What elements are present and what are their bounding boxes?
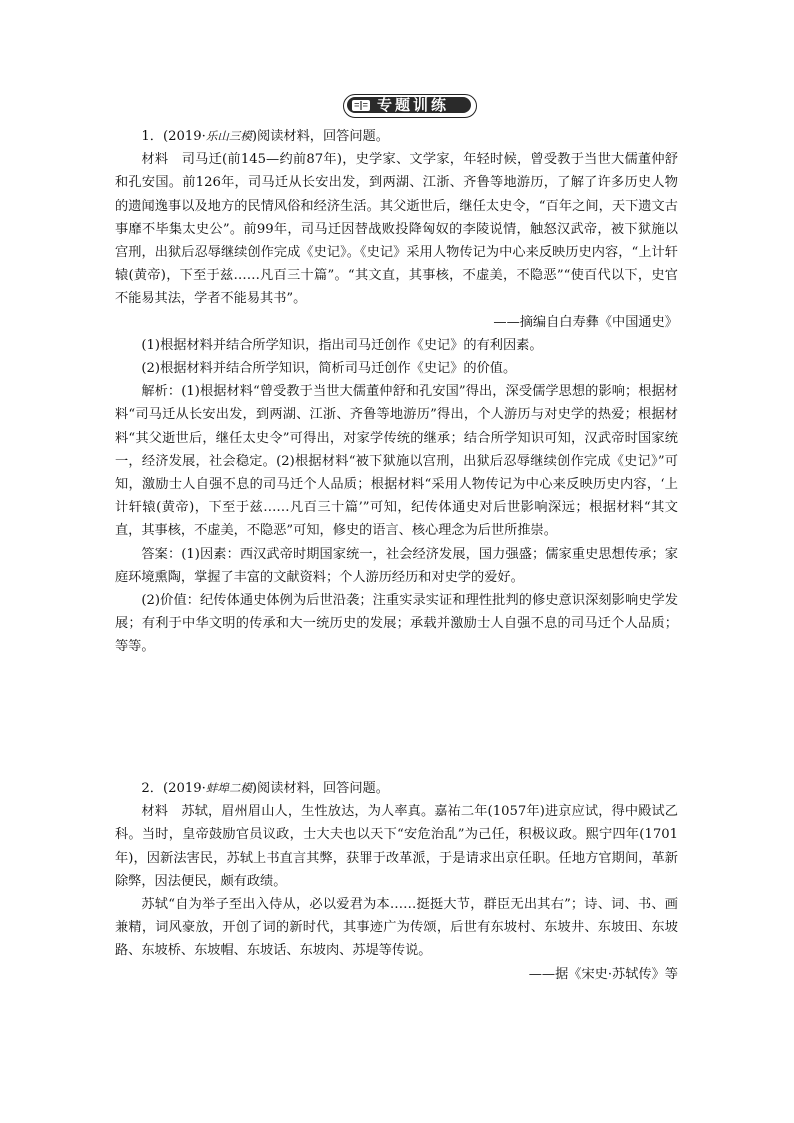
question-2-source: 蚌埠二模 [205,781,252,795]
banner-title: 专题训练 [377,96,450,114]
question-2-material-2: 苏轼“自为举子至出入侍从，必以爱君为本……挺挺大节，群臣无出其右”；诗、词、书、画兼精，词风豪放，开创了词的新时代，其事迹广为传颂，后世有东坡村、东坡井、东坡田、东坡路、东坡桥、东坡帽、东坡话、东坡肉、苏堤等传说。 [115,897,678,959]
question-2-heading: 2．(2019·蚌埠二模)阅读材料，回答问题。 [141,781,389,796]
question-1-analysis: 解析：(1)根据材料“曾受教于当世大儒董仲舒和孔安国”得出，深受儒学思想的影响；根据材料“司马迁从长安出发，到两湖、江浙、齐鲁等地游历”得出，个人游历与对史学的热爱；根据材料“其父逝世后，继任太史令”可得出，对家学传统的继承；结合所学知识可知，汉武帝时国家统一，经济发展，社会稳定。(2)根据材料“被下狱施以宫刑，出狱后忍辱继续创作完成《史记》”可知，激励士人自强不息的司马迁个人品质；根据材料“采用人物传记为中心来反映历史内容，‘上计轩辕(黄帝)，下至于兹……凡百三十篇’”可知，纪传体通史对后世影响深远；根据材料“其文直，其事核，不虚美，不隐恶”可知，修史的语言、核心理念为后世所推崇。 [115,384,678,539]
section-banner [343,94,477,118]
book-icon [352,100,370,111]
question-1-answer2: (2)价值：纪传体通史体例为后世沿袭；注重实录实证和理性批判的修史意识深刻影响史学发展；有利于中华文明的传承和大一统历史的发展；承载并激励士人自强不息的司马迁个人品质；等等。 [115,593,678,655]
question-1-sub1: (1)根据材料并结合所学知识，指出司马迁创作《史记》的有利因素。 [141,337,543,353]
question-1-material: 材料 司马迁(前145—约前87年)，史学家、文学家，年轻时候，曾受教于当世大儒董仲舒和孔安国。前126年，司马迁从长安出发，到两湖、江浙、齐鲁等地游历，了解了许多历史人物的遗闻逸事以及地方的民情风俗和经济生活。其父逝世后，继任太史令，“百年之间，天下遗文古事靡不毕集太史公”。前99年，司马迁因替战败投降匈奴的李陵说情，触怒汉武帝，被下狱施以宫刑，出狱后忍辱继续创作完成《史记》。《史记》采用人物传记为中心来反映历史内容，“上计轩辕(黄帝)，下至于兹……凡百三十篇”。“其文直，其事核，不虚美，不隐恶”“使百代以下，史官不能易其法，学者不能易其书”。 [115,152,678,307]
question-1-heading: 1．(2019·乐山三模)阅读材料，回答问题。 [141,129,389,144]
question-2-material-1: 材料 苏轼，眉州眉山人，生性放达，为人率真。嘉祐二年(1057年)进京应试，得中殿试乙科。当时，皇帝鼓励官员议政，士大夫也以天下“安危治乱”为己任，积极议政。熙宁四年(1701年)，因新法害民，苏轼上书直言其弊，获罪于改革派，于是请求出京任职。任地方官期间，革新除弊，因法便民，颇有政绩。 [115,804,678,889]
question-2 [115,777,678,986]
question-1-sub2: (2)根据材料并结合所学知识，简析司马迁创作《史记》的价值。 [141,361,517,377]
question-1-citation: ——摘编自白寿彝《中国通史》 [493,314,678,330]
question-1-source: 乐山三模 [205,129,252,143]
question-1 [115,125,678,659]
question-2-citation: ——据《宋史·苏轼传》等 [528,966,678,982]
question-1-answer1: 答案：(1)因素：西汉武帝时期国家统一，社会经济发展，国力强盛；儒家重史思想传承；家庭环境熏陶，掌握了丰富的文献资料；个人游历经历和对史学的爱好。 [115,546,678,585]
